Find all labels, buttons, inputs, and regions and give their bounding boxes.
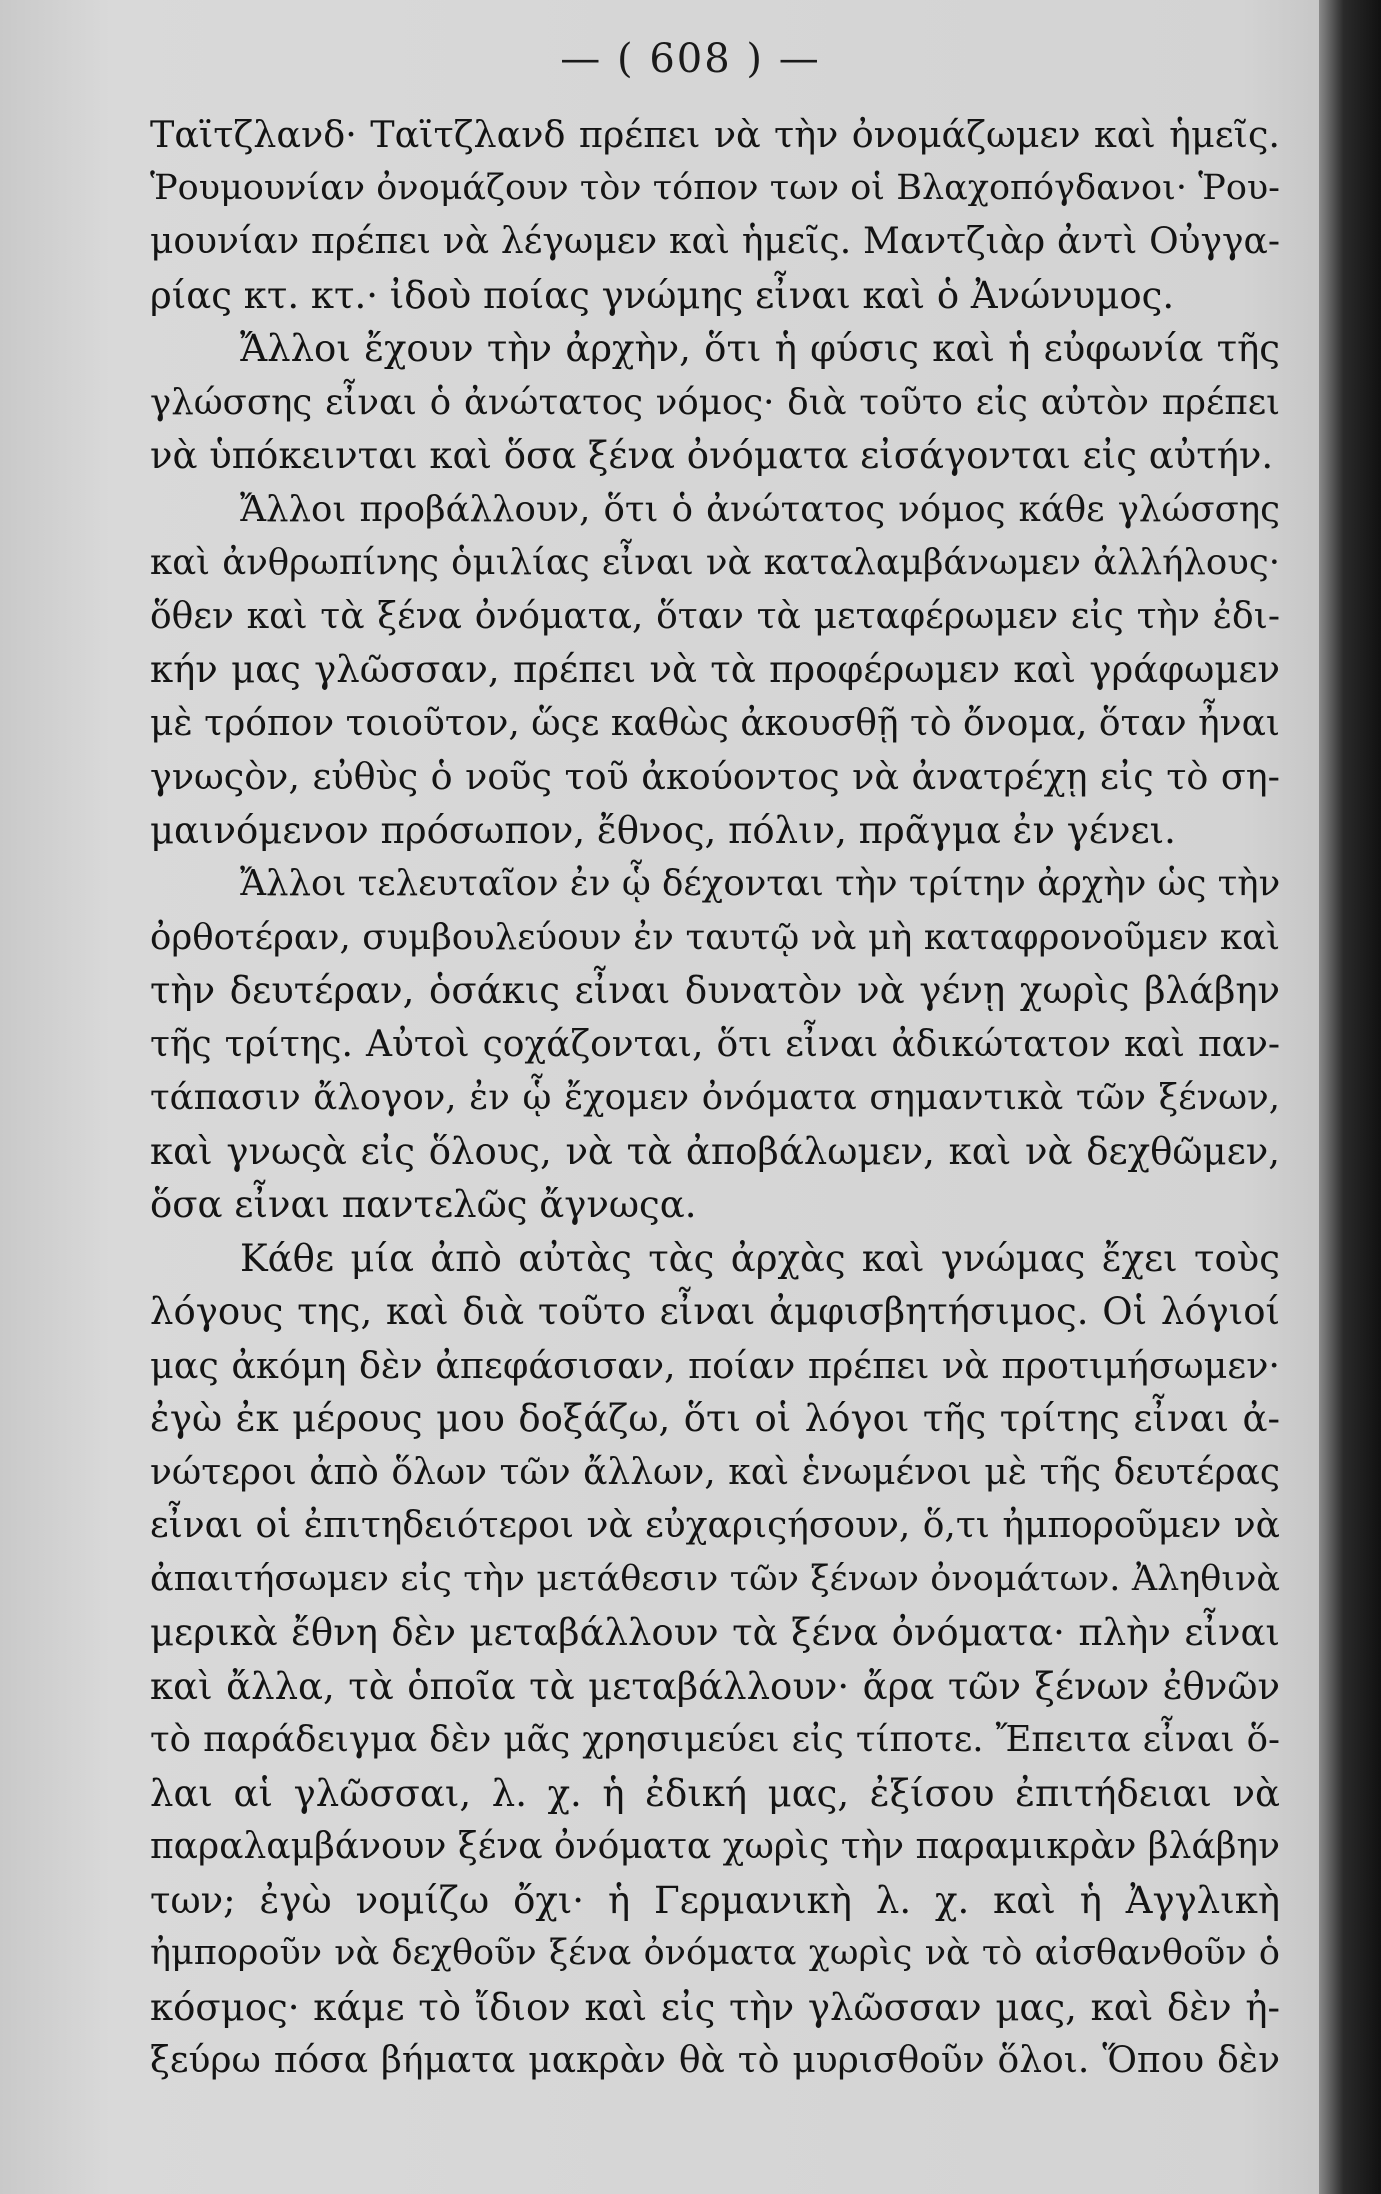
text-line: κήν μας γλῶσσαν, πρέπει νὰ τὰ προφέρωμεν καὶ γράφωμεν [150, 648, 1280, 691]
text-line: ἠμποροῦν νὰ δεχθοῦν ξένα ὀνόματα χωρὶς νὰ τὸ αἰσθανθοῦν ὁ [150, 1933, 1280, 1973]
text-line: των; ἐγὼ νομίζω ὄχι· ἡ Γερμανικὴ λ. χ. καὶ ἡ Ἀγγλικὴ [150, 1878, 1280, 1922]
text-line: τὴν δευτέραν, ὁσάκις εἶναι δυνατὸν νὰ γένῃ χωρὶς βλάβην [150, 969, 1280, 1012]
page-number-header: — ( 608 ) — [560, 36, 821, 82]
text-line: τῆς τρίτης. Αὐτοὶ ςοχάζονται, ὅτι εἶναι ἀδικώτατον καὶ παν- [150, 1023, 1280, 1065]
text-line: γνωςὸν, εὐθὺς ὁ νοῦς τοῦ ἀκούοντος νὰ ἀνατρέχῃ εἰς τὸ ση- [150, 755, 1280, 798]
text-line: τάπασιν ἄλογον, ἐν ᾧ ἔχομεν ὀνόματα σημαντικὰ τῶν ξένων, [150, 1077, 1280, 1118]
text-line: Ἄλλοι τελευταῖον ἐν ᾧ δέχονται τὴν τρίτην ἀρχὴν ὡς τὴν [240, 863, 1280, 904]
text-line: καὶ γνωςὰ εἰς ὅλους, νὰ τὰ ἀποβάλωμεν, καὶ νὰ δεχθῶμεν, [150, 1129, 1280, 1173]
text-line: Κάθε μία ἀπὸ αὐτὰς τὰς ἀρχὰς καὶ γνώμας ἔχει τοὺς [240, 1236, 1280, 1280]
body-text [150, 108, 1280, 2088]
text-line: Ταϊτζλανδ· Ταϊτζλανδ πρέπει νὰ τὴν ὀνομάζωμεν καὶ ἡμεῖς. [150, 113, 1280, 156]
text-line: μουνίαν πρέπει νὰ λέγωμεν καὶ ἡμεῖς. Μαντζιὰρ ἀντὶ Οὐγγα- [150, 221, 1280, 262]
text-line: μαινόμενον πρόσωπον, ἔθνος, πόλιν, πρᾶγμα ἐν γένει. [150, 808, 1176, 852]
text-line: μας ἀκόμη δὲν ἀπεφάσισαν, ποίαν πρέπει νὰ προτιμήσωμεν· [150, 1343, 1280, 1387]
text-line: λαι αἱ γλῶσσαι, λ. χ. ἡ ἐδική μας, ἐξίσου ἐπιτήδειαι νὰ [150, 1771, 1280, 1815]
text-line: λόγους της, καὶ διὰ τοῦτο εἶναι ἀμφισβητήσιμος. Οἱ λόγιοί [150, 1290, 1280, 1333]
text-line: νώτεροι ἀπὸ ὅλων τῶν ἄλλων, καὶ ἑνωμένοι μὲ τῆς δευτέρας [150, 1451, 1280, 1493]
text-line: παραλαμβάνουν ξένα ὀνόματα χωρὶς τὴν παραμικρὰν βλάβην [150, 1826, 1280, 1867]
text-line: Ἄλλοι προβάλλουν, ὅτι ὁ ἀνώτατος νόμος κάθε γλώσσης [240, 488, 1280, 530]
text-line: ξεύρω πόσα βήματα μακρὰν θὰ τὸ μυρισθοῦν ὅλοι. Ὅπου δὲν [150, 2040, 1280, 2081]
text-line: μὲ τρόπον τοιοῦτον, ὥςε καθὼς ἀκουσθῇ τὸ ὄνομα, ὅταν ἦναι [150, 702, 1280, 744]
text-line: ὅθεν καὶ τὰ ξένα ὀνόματα, ὅταν τὰ μεταφέρωμεν εἰς τὴν ἐδι- [150, 595, 1280, 637]
text-line: νὰ ὑπόκεινται καὶ ὅσα ξένα ὀνόματα εἰσάγονται εἰς αὐτήν. [150, 434, 1274, 477]
text-line: ἐγὼ ἐκ μέρους μου δοξάζω, ὅτι οἱ λόγοι τῆς τρίτης εἶναι ἀ- [150, 1397, 1280, 1440]
text-line: Ῥουμουνίαν ὀνομάζουν τὸν τόπον των οἱ Βλαχοπόγδανοι· Ῥου- [150, 167, 1280, 208]
text-line: ἀπαιτήσωμεν εἰς τὴν μετάθεσιν τῶν ξένων ὀνομάτων. Ἀληθινὰ [150, 1558, 1280, 1599]
text-line: εἶναι οἱ ἐπιτηδειότεροι νὰ εὐχαριςήσουν, ὅ,τι ἠμποροῦμεν νὰ [150, 1505, 1280, 1546]
text-line: κόσμος· κάμε τὸ ἴδιον καὶ εἰς τὴν γλῶσσαν μας, καὶ δὲν ἠ- [150, 1985, 1280, 2029]
text-line: ρίας κτ. κτ.· ἰδοὺ ποίας γνώμης εἶναι καὶ ὁ Ἀνώνυμος. [150, 273, 1175, 317]
text-line: μερικὰ ἔθνη δὲν μεταβάλλουν τὰ ξένα ὀνόματα· πλὴν εἶναι [150, 1611, 1280, 1654]
text-line: καὶ ἄλλα, τὰ ὁποῖα τὰ μεταβάλλουν· ἄρα τῶν ξένων ἐθνῶν [150, 1664, 1280, 1708]
book-spine-shadow [1319, 0, 1381, 2194]
text-line: Ἄλλοι ἔχουν τὴν ἀρχὴν, ὅτι ἡ φύσις καὶ ἡ εὐφωνία τῆς [240, 327, 1280, 370]
text-line: ὅσα εἶναι παντελῶς ἄγνωςα. [150, 1183, 697, 1226]
text-line: καὶ ἀνθρωπίνης ὁμιλίας εἶναι νὰ καταλαμβάνωμεν ἀλλήλους· [150, 542, 1280, 583]
text-line: ὀρθοτέραν, συμβουλεύουν ἐν ταυτῷ νὰ μὴ καταφρονοῦμεν καὶ [150, 916, 1280, 958]
text-line: τὸ παράδειγμα δὲν μᾶς χρησιμεύει εἰς τίποτε. Ἔπειτα εἶναι ὅ- [150, 1719, 1280, 1760]
text-line: γλώσσης εἶναι ὁ ἀνώτατος νόμος· διὰ τοῦτο εἰς αὐτὸν πρέπει [150, 381, 1280, 423]
